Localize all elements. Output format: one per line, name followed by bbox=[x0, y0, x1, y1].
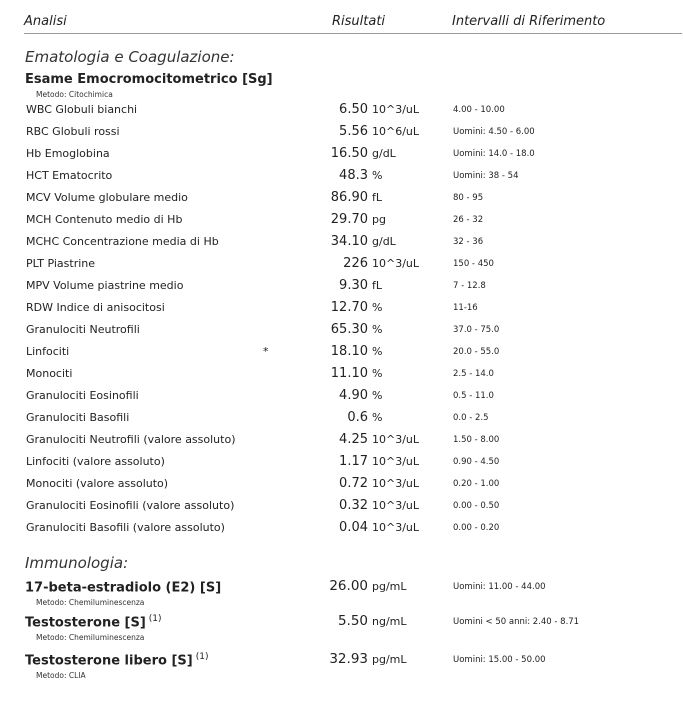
analyte-name: RDW Indice di anisocitosi bbox=[26, 301, 165, 314]
result-value: 1.17 bbox=[339, 454, 368, 469]
reference-range: 80 - 95 bbox=[453, 193, 484, 203]
header-intervalli: Intervalli di Riferimento bbox=[452, 14, 606, 29]
header-risultati: Risultati bbox=[332, 14, 386, 29]
analyte-name: Testosterone libero [S] $^{(1)}$ bbox=[25, 652, 209, 669]
exam-method: Metodo: Citochimica bbox=[36, 90, 113, 99]
table-row bbox=[0, 367, 683, 387]
reference-range: 11-16 bbox=[453, 303, 478, 313]
table-row bbox=[0, 411, 683, 431]
table-row bbox=[0, 103, 683, 123]
reference-range: Uomini: 4.50 - 6.00 bbox=[453, 127, 535, 137]
table-row bbox=[0, 477, 683, 497]
reference-range: Uomini: 14.0 - 18.0 bbox=[453, 149, 535, 159]
reference-range: 150 - 450 bbox=[453, 259, 494, 269]
table-row bbox=[0, 279, 683, 299]
analyte-name: MCHC Concentrazione media di Hb bbox=[26, 235, 219, 248]
result-unit: 10^3/uL bbox=[372, 455, 420, 468]
reference-range: Uomini: 11.00 - 44.00 bbox=[453, 582, 546, 592]
section-title-ematologia: Ematologia e Coagulazione: bbox=[25, 48, 235, 66]
result-value: 6.50 bbox=[339, 102, 368, 117]
analyte-name: Monociti bbox=[26, 367, 73, 380]
result-unit: % bbox=[372, 411, 383, 424]
result-unit: % bbox=[372, 389, 383, 402]
analyte-name: Granulociti Basofili bbox=[26, 411, 130, 424]
analyte-name: MPV Volume piastrine medio bbox=[26, 279, 184, 292]
reference-range: 4.00 - 10.00 bbox=[453, 105, 505, 115]
result-value: 4.25 bbox=[339, 432, 368, 447]
table-row bbox=[0, 257, 683, 277]
table-header bbox=[0, 14, 683, 34]
result-unit: % bbox=[372, 301, 383, 314]
result-value: 48.3 bbox=[339, 168, 368, 183]
reference-range: 0.00 - 0.20 bbox=[453, 523, 500, 533]
analyte-name: Linfociti (valore assoluto) bbox=[26, 455, 165, 468]
result-value: 65.30 bbox=[330, 322, 368, 337]
table-row bbox=[0, 433, 683, 453]
table-row bbox=[0, 389, 683, 409]
abnormal-flag: * bbox=[263, 345, 269, 358]
analyte-name: Hb Emoglobina bbox=[26, 147, 110, 160]
table-row bbox=[0, 345, 683, 365]
table-row bbox=[0, 213, 683, 233]
analyte-name: RBC Globuli rossi bbox=[26, 125, 120, 138]
table-row bbox=[0, 191, 683, 211]
table-row bbox=[0, 499, 683, 519]
table-row bbox=[0, 521, 683, 541]
result-unit: 10^3/uL bbox=[372, 499, 420, 512]
analyte-method: Metodo: Chemiluminescenza bbox=[36, 598, 145, 607]
table-row bbox=[0, 323, 683, 343]
result-unit: 10^3/uL bbox=[372, 521, 420, 534]
result-value: 5.50 bbox=[337, 613, 368, 629]
result-unit: pg bbox=[372, 213, 386, 226]
result-unit: % bbox=[372, 367, 383, 380]
table-row bbox=[0, 455, 683, 475]
footnote-mark: (1) bbox=[148, 614, 162, 624]
analyte-name: Granulociti Basofili (valore assoluto) bbox=[26, 521, 225, 534]
result-value: 26.00 bbox=[329, 578, 368, 594]
table-row bbox=[0, 235, 683, 255]
footnote-mark: (1) bbox=[195, 652, 209, 662]
result-unit: 10^3/uL bbox=[372, 103, 420, 116]
reference-range: Uomini: 38 - 54 bbox=[453, 171, 519, 181]
result-value: 9.30 bbox=[339, 278, 368, 293]
reference-range: 26 - 32 bbox=[453, 215, 484, 225]
result-unit: 10^3/uL bbox=[372, 257, 420, 270]
analyte-name: HCT Ematocrito bbox=[26, 169, 113, 182]
result-unit: pg/mL bbox=[372, 580, 407, 593]
header-divider bbox=[24, 33, 682, 34]
analyte-name: PLT Piastrine bbox=[26, 257, 96, 270]
result-value: 12.70 bbox=[330, 300, 368, 315]
result-value: 0.72 bbox=[339, 476, 368, 491]
result-value: 11.10 bbox=[330, 366, 368, 381]
analyte-name: Granulociti Eosinofili bbox=[26, 389, 139, 402]
reference-range: 0.90 - 4.50 bbox=[453, 457, 500, 467]
result-unit: fL bbox=[372, 279, 383, 292]
result-unit: ng/mL bbox=[372, 615, 407, 628]
section-title-immunologia: Immunologia: bbox=[25, 554, 129, 572]
reference-range: 20.0 - 55.0 bbox=[453, 347, 500, 357]
table-row bbox=[0, 301, 683, 321]
analyte-name: WBC Globuli bianchi bbox=[26, 103, 138, 116]
header-analisi: Analisi bbox=[24, 14, 67, 29]
result-value: 34.10 bbox=[330, 234, 368, 249]
result-unit: pg/mL bbox=[372, 653, 407, 666]
analyte-name: Granulociti Neutrofili bbox=[26, 323, 140, 336]
analyte-name: MCH Contenuto medio di Hb bbox=[26, 213, 183, 226]
analyte-name: Granulociti Neutrofili (valore assoluto) bbox=[26, 433, 236, 446]
reference-range: 0.20 - 1.00 bbox=[453, 479, 500, 489]
result-value: 0.32 bbox=[339, 498, 368, 513]
reference-range: 7 - 12.8 bbox=[453, 281, 486, 291]
result-unit: 10^3/uL bbox=[372, 433, 420, 446]
reference-range: 37.0 - 75.0 bbox=[453, 325, 500, 335]
result-unit: 10^6/uL bbox=[372, 125, 420, 138]
analyte-method: Metodo: CLIA bbox=[36, 671, 86, 680]
result-unit: 10^3/uL bbox=[372, 477, 420, 490]
reference-range: 0.0 - 2.5 bbox=[453, 413, 489, 423]
reference-range: Uomini: 15.00 - 50.00 bbox=[453, 655, 546, 665]
table-row bbox=[0, 169, 683, 189]
analyte-name: Granulociti Eosinofili (valore assoluto) bbox=[26, 499, 235, 512]
result-unit: % bbox=[372, 345, 383, 358]
reference-range: 32 - 36 bbox=[453, 237, 484, 247]
table-row bbox=[0, 651, 683, 674]
analyte-name: Testosterone [S] $^{(1)}$ bbox=[25, 614, 162, 631]
result-value: 16.50 bbox=[330, 146, 368, 161]
result-value: 32.93 bbox=[329, 651, 368, 667]
analyte-method: Metodo: Chemiluminescenza bbox=[36, 633, 145, 642]
reference-range: 1.50 - 8.00 bbox=[453, 435, 500, 445]
table-row bbox=[0, 147, 683, 167]
result-unit: % bbox=[372, 323, 383, 336]
result-value: 0.04 bbox=[339, 520, 368, 535]
analyte-name: MCV Volume globulare medio bbox=[26, 191, 188, 204]
reference-range: 0.5 - 11.0 bbox=[453, 391, 494, 401]
result-value: 0.6 bbox=[347, 410, 368, 425]
result-value: 5.56 bbox=[339, 124, 368, 139]
analyte-name: Linfociti bbox=[26, 345, 70, 358]
result-unit: g/dL bbox=[372, 147, 396, 160]
result-value: 18.10 bbox=[330, 344, 368, 359]
table-row bbox=[0, 125, 683, 145]
reference-range: 0.00 - 0.50 bbox=[453, 501, 500, 511]
result-value: 4.90 bbox=[339, 388, 368, 403]
reference-range: Uomini < 50 anni: 2.40 - 8.71 bbox=[453, 617, 580, 627]
result-unit: g/dL bbox=[372, 235, 396, 248]
analyte-name: 17-beta-estradiolo (E2) [S] bbox=[25, 580, 222, 596]
result-value: 86.90 bbox=[330, 190, 368, 205]
result-unit: fL bbox=[372, 191, 383, 204]
reference-range: 2.5 - 14.0 bbox=[453, 369, 494, 379]
result-unit: % bbox=[372, 169, 383, 182]
analyte-name: Monociti (valore assoluto) bbox=[26, 477, 169, 490]
exam-title: Esame Emocromocitometrico [Sg] bbox=[25, 72, 273, 87]
result-value: 226 bbox=[343, 256, 368, 271]
result-value: 29.70 bbox=[330, 212, 368, 227]
